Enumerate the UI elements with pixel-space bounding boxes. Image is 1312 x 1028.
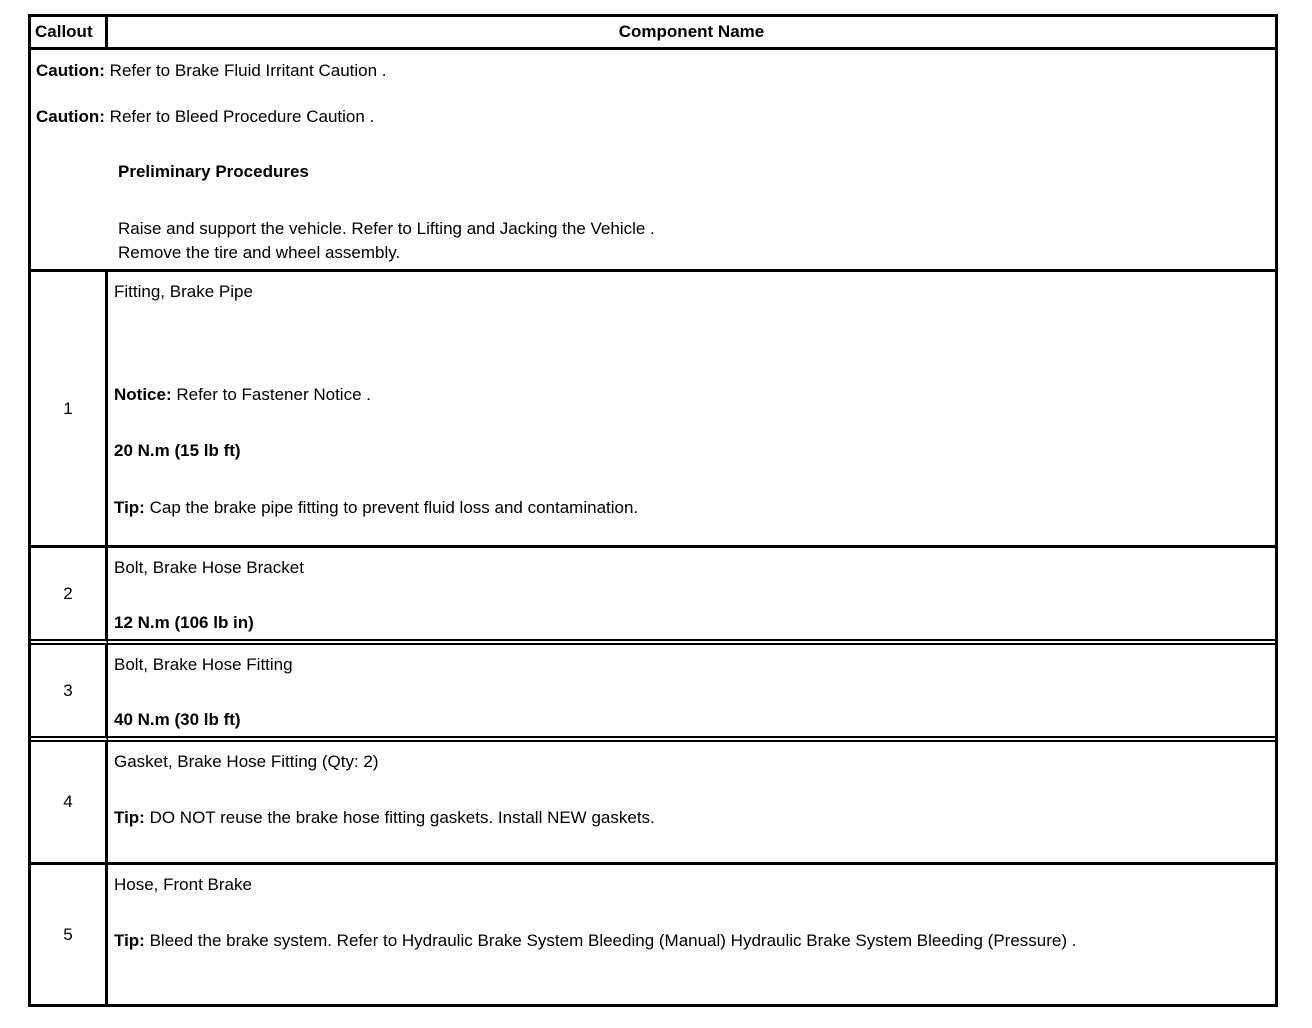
component-name: Hose, Front Brake	[114, 875, 252, 894]
tip-label: Tip:	[114, 931, 145, 950]
table-row	[31, 548, 1275, 645]
preliminary-cell	[31, 50, 1275, 272]
callout-cell: 5	[31, 865, 108, 1004]
preliminary-procedures-title: Preliminary Procedures	[118, 162, 309, 181]
preliminary-row	[31, 50, 1275, 272]
callout-cell: 4	[31, 742, 108, 865]
preliminary-procedures-block	[118, 160, 1267, 265]
caution-line-1	[36, 59, 1267, 83]
torque-spec: 12 N.m (106 lb in)	[114, 613, 254, 632]
callout-column-header: Callout	[31, 17, 108, 50]
component-name: Fitting, Brake Pipe	[114, 282, 253, 301]
table-row	[31, 865, 1275, 1004]
tip-text: Bleed the brake system. Refer to Hydraulic Brake System Bleeding (Manual) Hydraulic Brake System Bleeding (Pressure) .	[144, 931, 1077, 950]
component-name: Bolt, Brake Hose Fitting	[114, 655, 293, 674]
component-table	[28, 14, 1278, 1007]
table-row	[31, 272, 1275, 548]
document-page	[0, 14, 1312, 1028]
table-row	[31, 645, 1275, 742]
callout-cell: 3	[31, 645, 108, 742]
torque-spec: 40 N.m (30 lb ft)	[114, 710, 241, 729]
callout-cell: 1	[31, 272, 108, 548]
torque-spec: 20 N.m (15 lb ft)	[114, 441, 241, 460]
caution-text: Refer to Bleed Procedure Caution .	[104, 107, 375, 126]
tip-text: DO NOT reuse the brake hose fitting gaskets. Install NEW gaskets.	[144, 808, 655, 827]
component-cell	[108, 865, 1275, 1004]
callout-cell: 2	[31, 548, 108, 645]
component-cell	[108, 645, 1275, 742]
tip-label: Tip:	[114, 808, 145, 827]
notice-line	[114, 383, 1271, 407]
preliminary-step: Remove the tire and wheel assembly.	[118, 243, 401, 262]
component-name: Bolt, Brake Hose Bracket	[114, 558, 304, 577]
component-cell	[108, 548, 1275, 645]
component-name-column-header: Component Name	[108, 17, 1275, 50]
tip-line	[114, 806, 1271, 830]
caution-text: Refer to Brake Fluid Irritant Caution .	[104, 61, 387, 80]
notice-label: Notice:	[114, 385, 172, 404]
table-header-row	[31, 17, 1275, 50]
tip-text: Cap the brake pipe fitting to prevent fluid loss and contamination.	[144, 498, 639, 517]
caution-label: Caution:	[36, 61, 105, 80]
caution-line-2	[36, 105, 1267, 129]
tip-line	[114, 496, 1271, 520]
component-name: Gasket, Brake Hose Fitting (Qty: 2)	[114, 752, 379, 771]
notice-text: Refer to Fastener Notice .	[171, 385, 371, 404]
table-row	[31, 742, 1275, 865]
preliminary-step: Raise and support the vehicle. Refer to Lifting and Jacking the Vehicle .	[118, 219, 655, 238]
component-cell	[108, 742, 1275, 865]
caution-label: Caution:	[36, 107, 105, 126]
component-cell	[108, 272, 1275, 548]
tip-line	[114, 929, 1271, 953]
tip-label: Tip:	[114, 498, 145, 517]
